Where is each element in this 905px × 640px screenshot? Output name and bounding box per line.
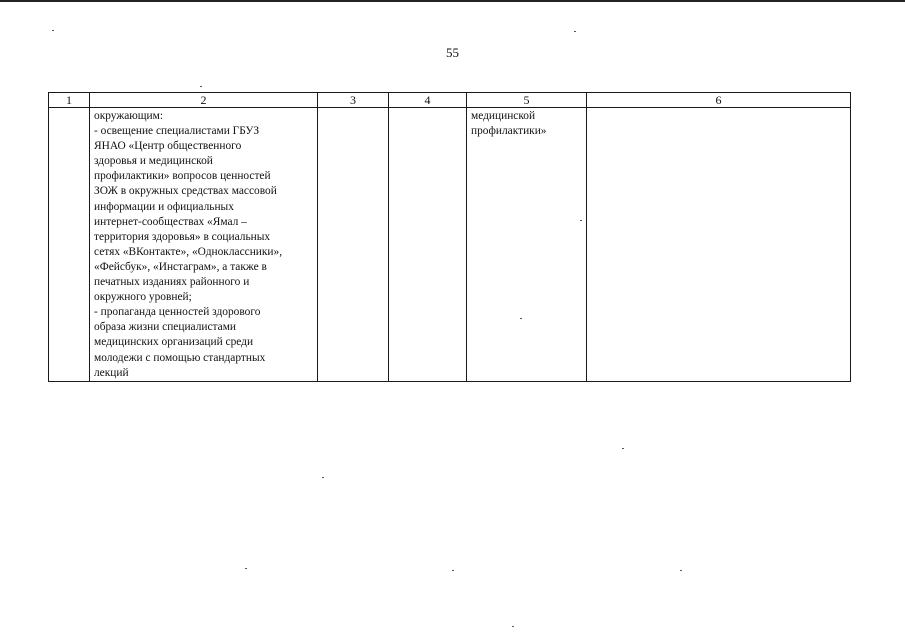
cell-col-6	[587, 108, 851, 382]
page-top-border	[0, 0, 905, 2]
scan-speck	[574, 31, 576, 32]
cell-col-4	[389, 108, 467, 382]
cell-col-3	[318, 108, 389, 382]
column-header-1: 1	[49, 93, 90, 108]
scan-speck	[245, 568, 247, 569]
scan-speck	[322, 477, 324, 478]
scan-speck	[52, 30, 54, 31]
scan-speck	[680, 570, 682, 571]
cell-col-1	[49, 108, 90, 382]
cell-col-2	[90, 108, 318, 382]
column-header-2: 2	[90, 93, 318, 108]
column-header-6: 6	[587, 93, 851, 108]
column-header-5: 5	[467, 93, 587, 108]
scan-speck	[452, 570, 454, 571]
page-number: 55	[446, 45, 459, 60]
cell-col-5-text: медицинской профилактики»	[471, 110, 547, 138]
scan-speck	[622, 448, 624, 449]
column-header-3: 3	[318, 93, 389, 108]
cell-col-2-text: окружающим: - освещение специалистами ГБУЗ ЯНАО «Центр общественного здоровья и медицинской профилактики» вопросов ценностей ЗОЖ в окружных средствах массовой информации и официальных интернет-сообществах «Ямал – территория здоровья» в социальных сетях «ВКонтакте», «Одноклассники», «Фейсбук», «Инстаграм», а также в печатных изданиях районного и окружного уровней; - пропаганда ценностей здорового образа жизни специалистами медицинских организаций среди молодежи с помощью стандартных лекций	[94, 110, 283, 379]
table-row	[49, 108, 851, 382]
scan-speck	[200, 86, 202, 87]
column-header-4: 4	[389, 93, 467, 108]
cell-col-5	[467, 108, 587, 382]
document-table	[48, 92, 851, 382]
scan-speck	[512, 626, 514, 627]
table-header-row	[49, 93, 851, 108]
